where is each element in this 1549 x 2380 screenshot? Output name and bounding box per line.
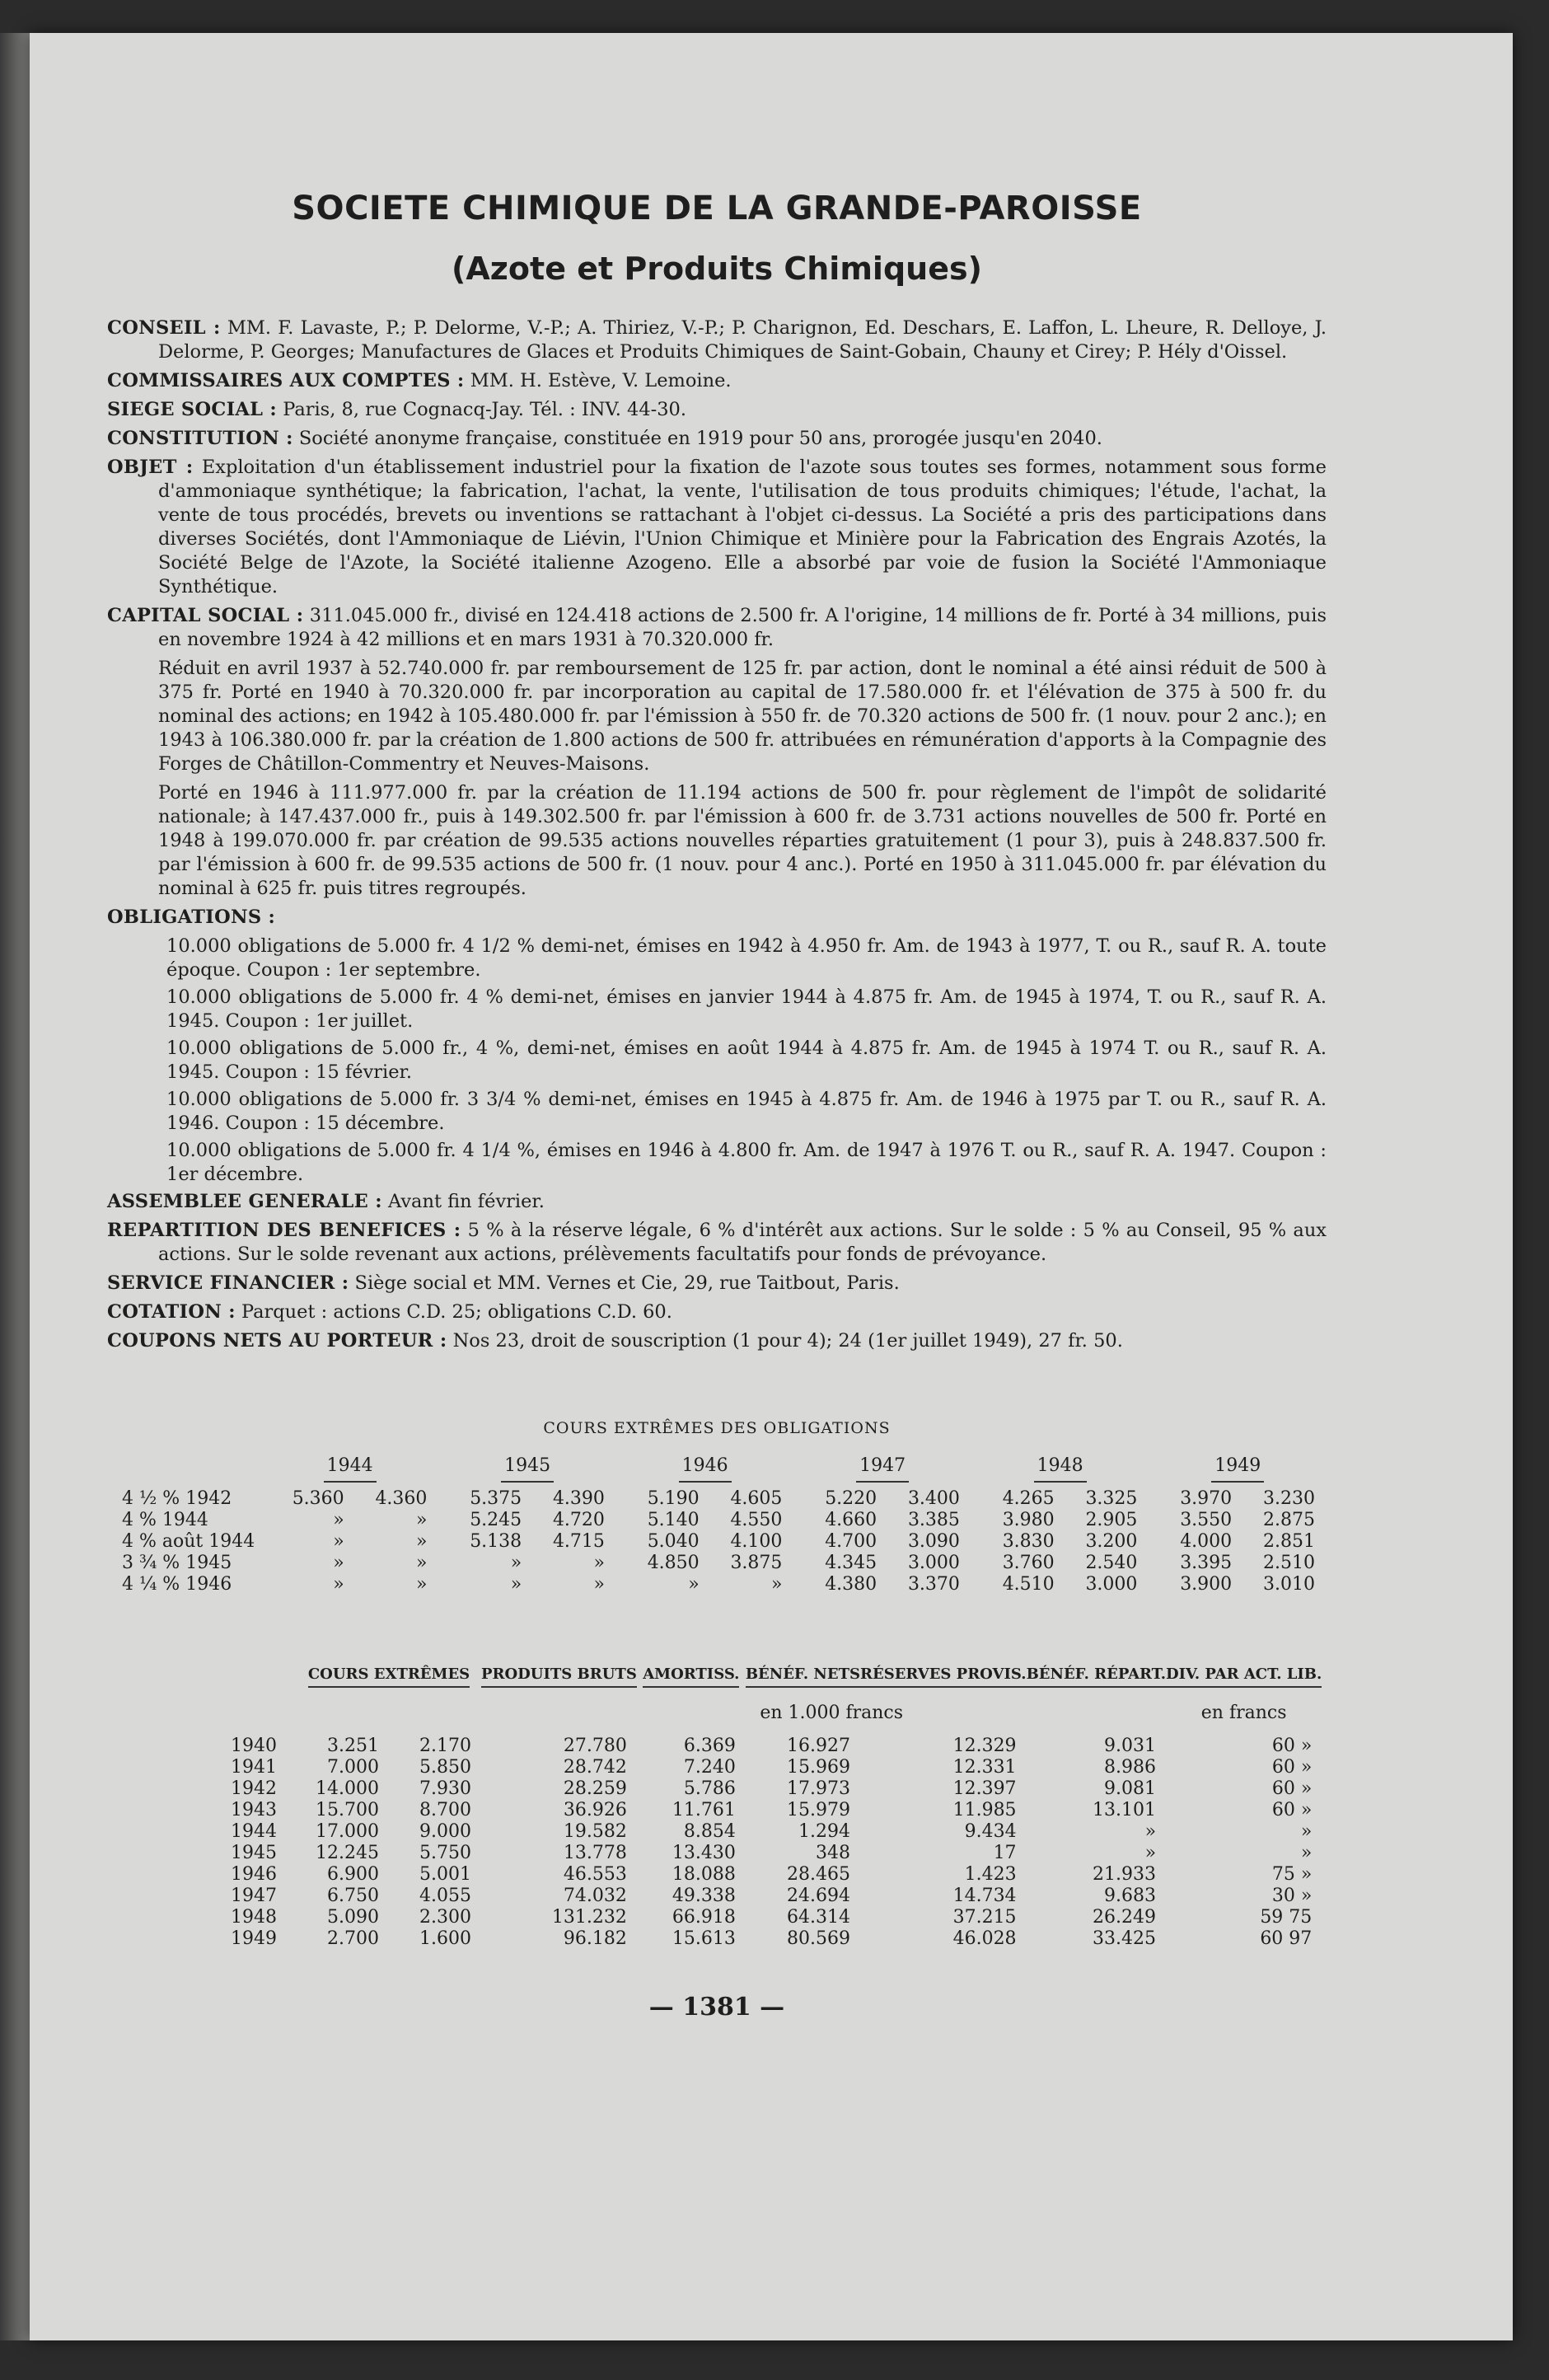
value-cell: 5.001	[419, 1864, 471, 1885]
value-cell: 11.761	[672, 1800, 736, 1820]
value-cell: 6.369	[683, 1736, 736, 1756]
value-cell: 7.000	[327, 1757, 379, 1778]
table-row	[107, 1928, 1322, 1950]
value-cell: 5.786	[683, 1778, 736, 1799]
price-cell: 3.400	[907, 1488, 960, 1509]
value-cell: 19.582	[563, 1821, 627, 1842]
entry-text: Parquet : actions C.D. 25; obligations C.D. 60.	[241, 1301, 672, 1323]
value-cell: 24.694	[787, 1886, 851, 1906]
page-title: SOCIETE CHIMIQUE DE LA GRANDE-PAROISSE	[292, 190, 1142, 227]
price-cell: 4.360	[375, 1488, 428, 1509]
column-header-label: DIV. PAR ACT. LIB.	[1166, 1666, 1322, 1688]
value-cell: 60 »	[1271, 1800, 1313, 1820]
year-header	[616, 1455, 794, 1488]
price-cell: 4.605	[730, 1488, 783, 1509]
capital-paragraphs	[107, 657, 1327, 901]
price-cell: 3.090	[907, 1531, 960, 1552]
year-cell: 1942	[231, 1778, 277, 1799]
price-cell: 4.000	[1180, 1531, 1233, 1552]
column-header-label: PRODUITS BRUTS	[481, 1666, 637, 1688]
price-cell: 2.540	[1085, 1553, 1138, 1573]
price-cell: 5.040	[647, 1531, 700, 1552]
value-cell: 348	[816, 1843, 851, 1863]
value-cell: 60 97	[1260, 1928, 1313, 1949]
value-cell: 15.979	[787, 1800, 851, 1820]
bond-price-table	[107, 1455, 1327, 1595]
value-cell: 13.778	[563, 1843, 627, 1863]
value-cell: 27.780	[563, 1736, 627, 1756]
year-header	[1149, 1455, 1327, 1488]
entry-label: SIEGE SOCIAL :	[107, 399, 278, 420]
price-cell: 4.380	[825, 1574, 877, 1595]
value-cell: 46.553	[563, 1864, 627, 1885]
obligation-item: 10.000 obligations de 5.000 fr. 4 1/4 %, émises en 1946 à 4.800 fr. Am. de 1947 à 1976 T. ou R., sauf R. A. 1947. Coupon : 1er décembre.	[166, 1140, 1327, 1185]
year-cell: 1941	[231, 1757, 277, 1778]
year-cell: 1947	[231, 1886, 277, 1906]
price-cell: 3.900	[1180, 1574, 1233, 1595]
table-header-row	[107, 1455, 1327, 1488]
price-cell: 4.265	[1002, 1488, 1055, 1509]
value-cell: 60 »	[1271, 1778, 1313, 1799]
column-header-label: COURS EXTRÊMES	[308, 1666, 470, 1688]
page-subtitle: (Azote et Produits Chimiques)	[452, 251, 982, 287]
page-content	[107, 190, 1327, 2022]
column-header-label: AMORTISS.	[643, 1666, 739, 1688]
entries-section	[107, 316, 1327, 652]
unit-row	[107, 1703, 1322, 1736]
price-cell: »	[593, 1553, 605, 1573]
column-header	[1027, 1665, 1166, 1703]
value-cell: 17.000	[316, 1821, 379, 1842]
table-row	[107, 1736, 1322, 1757]
table-row	[107, 1553, 1327, 1574]
entry-paragraph	[107, 1219, 1327, 1267]
column-header-label: RÉSERVES PROVIS.	[860, 1666, 1027, 1688]
table-row	[107, 1864, 1322, 1886]
bond-label: 3 ¾ % 1945	[122, 1553, 232, 1573]
price-cell: »	[770, 1574, 783, 1595]
capital-paragraph: Réduit en avril 1937 à 52.740.000 fr. par remboursement de 125 fr. par action, dont le nominal a été ainsi réduit de 500 à 375 fr. Porté en 1940 à 70.320.000 fr. par incorporation au capital de 17.580.000 fr. et l'élévation de 375 à 500 fr. du nominal des actions; en 1942 à 105.480.000 fr. par l'émission à 550 fr. de 70.320 actions de 500 fr. (1 nouv. pour 2 anc.); en 1943 à 106.380.000 fr. par la création de 1.800 actions de 500 fr. attribuées en rémunération d'apports à la Compagnie des Forges de Châtillon-Commentry et Neuves-Maisons.	[158, 658, 1327, 775]
table-row	[107, 1821, 1322, 1843]
year-label: 1947	[856, 1455, 909, 1483]
year-label: 1948	[1034, 1455, 1087, 1483]
price-cell: 3.395	[1180, 1553, 1233, 1573]
price-cell: 2.905	[1085, 1510, 1138, 1530]
price-cell: 4.660	[825, 1510, 877, 1530]
entry-label: REPARTITION DES BENEFICES :	[107, 1220, 461, 1241]
price-cell: 4.720	[552, 1510, 605, 1530]
value-cell: 5.850	[419, 1757, 471, 1778]
price-cell: 3.000	[907, 1553, 960, 1573]
entry-paragraph	[107, 1300, 1327, 1324]
value-cell: 18.088	[672, 1864, 736, 1885]
price-cell: »	[333, 1510, 344, 1530]
price-cell: 3.760	[1002, 1553, 1055, 1573]
bond-label: 4 % août 1944	[122, 1531, 255, 1552]
entry-text: Société anonyme française, constituée en 1919 pour 50 ans, prorogée jusqu'en 2040.	[298, 428, 1102, 449]
value-cell: »	[1144, 1843, 1157, 1863]
year-header	[793, 1455, 971, 1488]
unit-label: en 1.000 francs	[760, 1703, 904, 1723]
value-cell: 66.918	[672, 1907, 736, 1928]
value-cell: 12.245	[316, 1843, 379, 1863]
entry-paragraph	[107, 316, 1327, 364]
column-header	[481, 1665, 637, 1703]
value-cell: 13.101	[1093, 1800, 1157, 1820]
value-cell: 33.425	[1093, 1928, 1157, 1949]
table-header-row	[107, 1665, 1322, 1703]
price-cell: 4.550	[730, 1510, 783, 1530]
price-cell: »	[688, 1574, 700, 1595]
price-cell: 3.980	[1002, 1510, 1055, 1530]
entry-text: Avant fin février.	[388, 1191, 545, 1212]
value-cell: 26.249	[1093, 1907, 1157, 1928]
value-cell: 9.434	[964, 1821, 1017, 1842]
year-cell: 1946	[231, 1864, 277, 1885]
value-cell: 8.986	[1104, 1757, 1157, 1778]
entry-label: ASSEMBLEE GENERALE :	[107, 1191, 382, 1212]
year-header	[438, 1455, 616, 1488]
value-cell: 49.338	[672, 1886, 736, 1906]
price-cell: »	[333, 1553, 344, 1573]
value-cell: 46.028	[952, 1928, 1017, 1949]
value-cell: 80.569	[787, 1928, 851, 1949]
value-cell: 12.329	[952, 1736, 1017, 1756]
book-spine	[0, 33, 33, 2340]
value-cell: 36.926	[563, 1800, 627, 1820]
page-number: — 1381 —	[648, 1993, 785, 2022]
obligation-item: 10.000 obligations de 5.000 fr., 4 %, demi-net, émises en août 1944 à 4.875 fr. Am. de 1945 à 1974 T. ou R., sauf R. A. 1945. Coupon : 15 février.	[166, 1038, 1327, 1083]
table-row	[107, 1886, 1322, 1907]
entry-text: Paris, 8, rue Cognacq-Jay. Tél. : INV. 44-30.	[283, 399, 687, 420]
entry-paragraph	[107, 1272, 1327, 1295]
entry-text: MM. F. Lavaste, P.; P. Delorme, V.-P.; A. Thiriez, V.-P.; P. Charignon, Ed. Deschars, E. Laffon, L. Lheure, R. Delloye, J. Delorme, P. Georges; Manufactures de Glaces et Produits Chimiques de Saint-Gobain, Chauny et Cirey; P. Hély d'Oissel.	[158, 317, 1327, 363]
value-cell: 15.613	[672, 1928, 736, 1949]
value-cell: 60 »	[1271, 1736, 1313, 1756]
value-cell: 75 »	[1271, 1864, 1313, 1885]
value-cell: 131.232	[551, 1907, 627, 1928]
price-cell: 5.220	[825, 1488, 877, 1509]
value-cell: 59 75	[1260, 1907, 1313, 1928]
price-cell: 5.360	[292, 1488, 344, 1509]
year-cell: 1944	[231, 1821, 277, 1842]
year-header	[261, 1455, 439, 1488]
year-cell: 1943	[231, 1800, 277, 1820]
year-label: 1944	[324, 1455, 377, 1483]
year-cell: 1945	[231, 1843, 277, 1863]
value-cell: 9.031	[1104, 1736, 1157, 1756]
value-cell: 16.927	[787, 1736, 851, 1756]
value-cell: 7.930	[419, 1778, 471, 1799]
value-cell: 6.900	[327, 1864, 379, 1885]
price-cell: 5.190	[647, 1488, 700, 1509]
value-cell: 6.750	[327, 1886, 379, 1906]
price-cell: 3.370	[907, 1574, 960, 1595]
price-cell: 3.875	[730, 1553, 783, 1573]
price-cell: 3.550	[1180, 1510, 1233, 1530]
column-header	[297, 1665, 481, 1703]
price-cell: 4.345	[825, 1553, 877, 1573]
obligation-item: 10.000 obligations de 5.000 fr. 4 % demi-net, émises en janvier 1944 à 4.875 fr. Am. de 1945 à 1974, T. ou R., sauf R. A. 1945. Coupon : 1er juillet.	[166, 986, 1327, 1032]
table-row	[107, 1510, 1327, 1531]
value-cell: 28.259	[563, 1778, 627, 1799]
value-cell: 17.973	[787, 1778, 851, 1799]
price-cell: 3.000	[1085, 1574, 1138, 1595]
price-cell: »	[593, 1574, 605, 1595]
value-cell: 1.294	[798, 1821, 851, 1842]
entry-paragraph	[107, 1329, 1327, 1353]
year-cell: 1949	[231, 1928, 277, 1949]
price-cell: 3.230	[1263, 1488, 1315, 1509]
entry-text: Siège social et MM. Vernes et Cie, 29, rue Taitbout, Paris.	[354, 1272, 900, 1294]
value-cell: »	[1300, 1843, 1313, 1863]
value-cell: »	[1300, 1821, 1313, 1842]
value-cell: 37.215	[952, 1907, 1017, 1928]
price-cell: 4.100	[730, 1531, 783, 1552]
entry-label: CONSEIL :	[107, 317, 221, 339]
entry-label: SERVICE FINANCIER :	[107, 1272, 349, 1294]
value-cell: 17	[993, 1843, 1017, 1863]
price-cell: 3.325	[1085, 1488, 1138, 1509]
price-cell: 3.830	[1002, 1531, 1055, 1552]
price-cell: 5.138	[470, 1531, 522, 1552]
value-cell: 3.251	[327, 1736, 379, 1756]
price-cell: 4.715	[552, 1531, 605, 1552]
entry-paragraph	[107, 427, 1327, 451]
value-cell: 5.750	[419, 1843, 471, 1863]
capital-paragraph: Porté en 1946 à 111.977.000 fr. par la création de 11.194 actions de 500 fr. pour règlement de l'impôt de solidarité nationale; à 147.437.000 fr., puis à 149.302.500 fr. par l'émission à 600 fr. de 3.731 actions nouvelles de 500 fr. Porté en 1948 à 199.070.000 fr. par création de 99.535 actions nouvelles réparties gratuitement (1 pour 3), puis à 248.837.500 fr. par l'émission à 600 fr. de 99.535 actions de 500 fr. (1 nouv. pour 4 anc.). Porté en 1950 à 311.045.000 fr. par élévation du nominal à 625 fr. puis titres regroupés.	[158, 782, 1327, 899]
table-corner	[107, 1455, 261, 1488]
table-corner	[107, 1665, 297, 1703]
entry-text: 311.045.000 fr., divisé en 124.418 actions de 2.500 fr. A l'origine, 14 millions de fr. Porté à 34 millions, puis en novembre 1924 à 42 millions et en mars 1931 à 70.320.000 fr.	[158, 605, 1327, 650]
column-header	[746, 1665, 860, 1703]
entry-text: Exploitation d'un établissement industriel pour la fixation de l'azote sous toutes ses formes, notamment sous forme d'ammoniaque synthétique; la fabrication, l'achat, la vente, l'utilisation de tous produits chimiques; l'étude, l'achat, la vente de tous procédés, brevets ou inventions se rattachant à l'objet ci-dessus. La Société a pris des participations dans diverses Sociétés, dont l'Ammoniaque de Liévin, l'Union Chimique et Minière pour la Fabrication des Engrais Azotés, la Société Belge de l'Azote, la Société italienne Azogeno. Elle a absorbé par voie de fusion la Société l'Ammoniaque Synthétique.	[158, 457, 1327, 597]
bond-table-title: COURS EXTRÊMES DES OBLIGATIONS	[543, 1419, 891, 1437]
price-cell: 3.010	[1263, 1574, 1315, 1595]
price-cell: 3.970	[1180, 1488, 1233, 1509]
value-cell: 14.734	[952, 1886, 1017, 1906]
table-row	[107, 1757, 1322, 1778]
price-cell: 5.140	[647, 1510, 700, 1530]
price-cell: 2.510	[1263, 1553, 1315, 1573]
unit-label: en francs	[1200, 1703, 1287, 1723]
entry-text: 5 % à la réserve légale, 6 % d'intérêt aux actions. Sur le solde : 5 % au Conseil, 95 % aux actions. Sur le solde revenant aux actions, prélèvements facultatifs pour fonds de prévoyance.	[158, 1220, 1327, 1265]
value-cell: 28.465	[787, 1864, 851, 1885]
bond-label: 4 ½ % 1942	[122, 1488, 232, 1509]
entry-label: CONSTITUTION :	[107, 428, 293, 449]
year-cell: 1940	[231, 1736, 277, 1756]
table-row	[107, 1531, 1327, 1553]
value-cell: 96.182	[563, 1928, 627, 1949]
entries-section-2	[107, 1190, 1327, 1353]
price-cell: 3.200	[1085, 1531, 1138, 1552]
price-cell: 4.700	[825, 1531, 877, 1552]
entry-label: CAPITAL SOCIAL :	[107, 605, 304, 626]
entry-text: Nos 23, droit de souscription (1 pour 4); 24 (1er juillet 1949), 27 fr. 50.	[452, 1330, 1123, 1352]
value-cell: 14.000	[316, 1778, 379, 1799]
price-cell: »	[333, 1531, 344, 1552]
value-cell: 2.700	[327, 1928, 379, 1949]
entry-paragraph	[107, 398, 1327, 422]
financial-results-table	[107, 1665, 1322, 1950]
year-label: 1945	[501, 1455, 554, 1483]
column-header	[1166, 1665, 1322, 1703]
value-cell: »	[1144, 1821, 1157, 1842]
value-cell: 30 »	[1271, 1886, 1313, 1906]
entry-paragraph	[107, 369, 1327, 393]
entry-paragraph	[107, 1190, 1327, 1214]
entry-label: COMMISSAIRES AUX COMPTES :	[107, 370, 465, 391]
entry-paragraph	[107, 604, 1327, 652]
bond-label: 4 % 1944	[122, 1510, 208, 1530]
bond-label: 4 ¼ % 1946	[122, 1574, 232, 1595]
year-header	[971, 1455, 1149, 1488]
value-cell: 4.055	[419, 1886, 471, 1906]
value-cell: 2.300	[419, 1907, 471, 1928]
year-label: 1949	[1211, 1455, 1264, 1483]
value-cell: 9.683	[1104, 1886, 1157, 1906]
value-cell: 2.170	[419, 1736, 471, 1756]
price-cell: »	[510, 1574, 522, 1595]
obligations-list	[107, 935, 1327, 1187]
price-cell: 5.375	[470, 1488, 522, 1509]
table-row	[107, 1574, 1327, 1595]
price-cell: »	[415, 1553, 428, 1573]
entry-label: COTATION :	[107, 1301, 236, 1323]
column-header-label: BÉNÉF. RÉPART.	[1027, 1666, 1166, 1688]
price-cell: 4.510	[1002, 1574, 1055, 1595]
value-cell: 1.600	[419, 1928, 471, 1949]
obligation-item: 10.000 obligations de 5.000 fr. 4 1/2 % demi-net, émises en 1942 à 4.950 fr. Am. de 1943 à 1977, T. ou R., sauf R. A. toute époque. Coupon : 1er septembre.	[166, 935, 1327, 981]
obligation-item: 10.000 obligations de 5.000 fr. 3 3/4 % demi-net, émises en 1945 à 4.875 fr. Am. de 1946 à 1975 par T. ou R., sauf R. A. 1946. Coupon : 15 décembre.	[166, 1089, 1327, 1134]
value-cell: 64.314	[787, 1907, 851, 1928]
entry-label: COUPONS NETS AU PORTEUR :	[107, 1330, 447, 1352]
entry-label: OBJET :	[107, 457, 194, 478]
value-cell: 60 »	[1271, 1757, 1313, 1778]
entry-paragraph	[107, 456, 1327, 599]
price-cell: 4.850	[647, 1553, 700, 1573]
value-cell: 74.032	[563, 1886, 627, 1906]
price-cell: »	[415, 1510, 428, 1530]
value-cell: 12.331	[952, 1757, 1017, 1778]
value-cell: 13.430	[672, 1843, 736, 1863]
value-cell: 8.854	[683, 1821, 736, 1842]
table-row	[107, 1488, 1327, 1510]
column-header	[860, 1665, 1027, 1703]
value-cell: 12.397	[952, 1778, 1017, 1799]
price-cell: 2.875	[1263, 1510, 1315, 1530]
value-cell: 28.742	[563, 1757, 627, 1778]
table-row	[107, 1907, 1322, 1928]
price-cell: 5.245	[470, 1510, 522, 1530]
value-cell: 21.933	[1093, 1864, 1157, 1885]
price-cell: 3.385	[907, 1510, 960, 1530]
value-cell: 11.985	[952, 1800, 1017, 1820]
price-cell: 4.390	[552, 1488, 605, 1509]
value-cell: 9.081	[1104, 1778, 1157, 1799]
price-cell: 2.851	[1263, 1531, 1315, 1552]
column-header-label: BÉNÉF. NETS	[746, 1666, 860, 1688]
value-cell: 1.423	[964, 1864, 1017, 1885]
price-cell: »	[415, 1574, 428, 1595]
value-cell: 7.240	[683, 1757, 736, 1778]
value-cell: 9.000	[419, 1821, 471, 1842]
document-page	[30, 33, 1513, 2340]
year-label: 1946	[679, 1455, 732, 1483]
price-cell: »	[333, 1574, 344, 1595]
price-cell: »	[510, 1553, 522, 1573]
value-cell: 15.700	[316, 1800, 379, 1820]
column-header	[637, 1665, 746, 1703]
obligations-heading: OBLIGATIONS :	[107, 907, 276, 928]
table-row	[107, 1800, 1322, 1821]
value-cell: 8.700	[419, 1800, 471, 1820]
table-row	[107, 1843, 1322, 1864]
year-cell: 1948	[231, 1907, 277, 1928]
price-cell: »	[415, 1531, 428, 1552]
value-cell: 15.969	[787, 1757, 851, 1778]
table-row	[107, 1778, 1322, 1800]
value-cell: 5.090	[327, 1907, 379, 1928]
entry-text: MM. H. Estève, V. Lemoine.	[470, 370, 732, 391]
